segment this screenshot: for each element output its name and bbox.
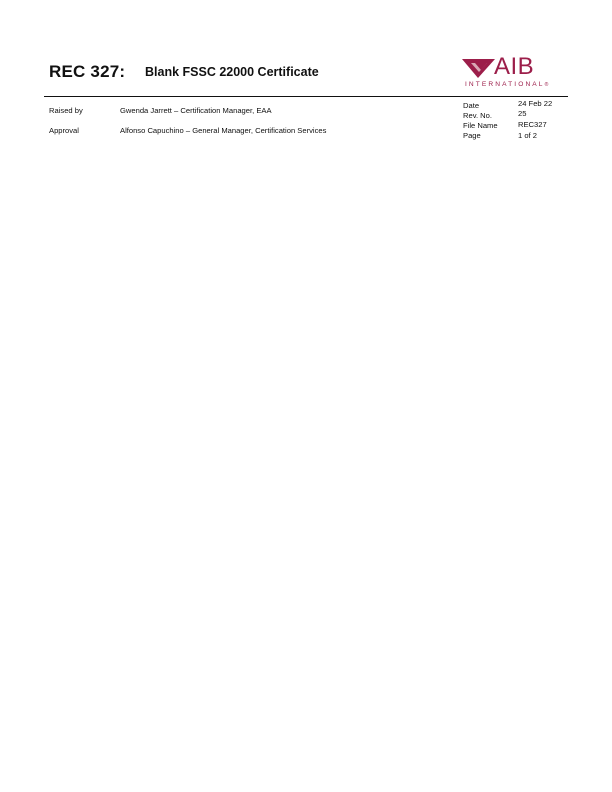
page-value: 1 of 2: [518, 131, 537, 140]
rev-no-value: 25: [518, 109, 527, 118]
raised-by-value: Gwenda Jarrett – Certification Manager, EAA: [120, 106, 272, 115]
approval-value: Alfonso Capuchino – General Manager, Certification Services: [120, 126, 327, 135]
aib-international-logo: [462, 55, 562, 99]
date-value: 24 Feb 22: [518, 99, 553, 108]
logo-text: AIB: [494, 53, 535, 80]
registered-mark: ®: [544, 82, 549, 88]
page-label: Page: [463, 131, 481, 140]
file-name-label: File Name: [463, 121, 498, 130]
date-label: Date: [463, 101, 480, 110]
document-title: Blank FSSC 22000 Certificate: [145, 65, 319, 79]
raised-by-label: Raised by: [49, 106, 83, 115]
approval-label: Approval: [49, 126, 79, 135]
header-divider: [44, 96, 568, 97]
logo-triangle-mark: [462, 55, 496, 79]
logo-subtext: INTERNATIONAL®: [465, 81, 549, 88]
document-code: REC 327:: [49, 62, 126, 81]
file-name-value: REC327: [518, 120, 547, 129]
rev-no-label: Rev. No.: [463, 111, 492, 120]
